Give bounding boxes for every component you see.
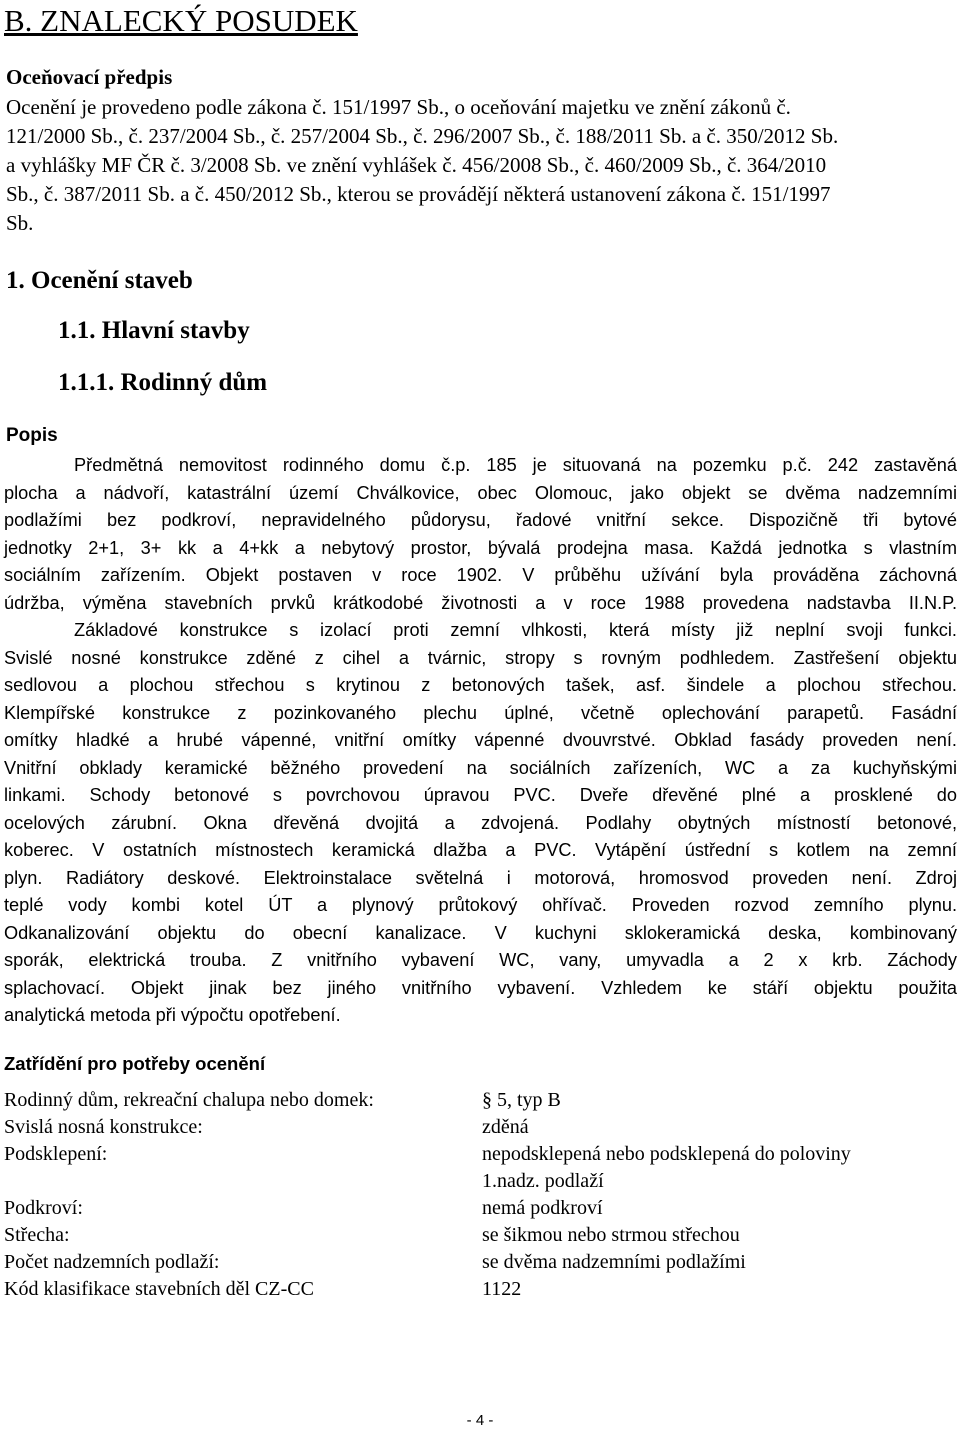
page-number: - 4 - <box>466 1412 494 1429</box>
classification-row <box>4 1087 960 1114</box>
description-line: Klempířské konstrukce z pozinkovaného plechu úplné, včetně oplechování parapetů. Fasádní <box>4 702 957 723</box>
description-line: Základové konstrukce s izolací proti zemní vlhkosti, která místy již neplní svoji funkci. <box>74 620 957 640</box>
description-line: splachovací. Objekt jinak bez jiného vnitřního vybavení. Vzhledem ke stáří objektu použita <box>4 977 957 998</box>
classification-value <box>482 1087 952 1114</box>
classification-key: Rodinný dům, rekreační chalupa nebo domek: <box>4 1089 374 1111</box>
classification-value-line: 1122 <box>482 1278 522 1300</box>
description-line: plocha a nádvoří, katastrální území Chválkovice, obec Olomouc, jako objekt se dvěma nadzemními <box>4 482 957 503</box>
classification-value-line: nemá podkroví <box>482 1197 603 1219</box>
valuation-rule-heading: Oceňovací předpis <box>6 65 173 89</box>
paragraph-line: Ocenění je provedeno podle zákona č. 151/1997 Sb., o oceňování majetku ve znění zákonů č. <box>6 95 791 119</box>
description-line: sedlovou a plochou střechou s krytinou z betonových tašek, asf. šindele a plochou střechou. <box>4 675 957 695</box>
description-line: omítky hladké a hrubé vápenné, vnitřní omítky vápenné dvouvrstvé. Obklad fasády proveden není. <box>4 730 957 750</box>
classification-row <box>4 1249 960 1276</box>
paragraph-line: Sb., č. 387/2011 Sb. a č. 450/2012 Sb., kterou se provádějí některá ustanovení zákona č. 151/1997 <box>6 182 831 206</box>
paragraph-line: Sb. <box>6 211 34 235</box>
description-paragraph <box>4 452 957 1030</box>
valuation-rule-paragraph <box>6 93 956 238</box>
classification-value-line: § 5, typ B <box>482 1089 561 1111</box>
description-line: ocelových zárubní. Okna dřevěná dvojitá a zdvojená. Podlahy obytných místností betonové, <box>4 812 957 833</box>
paragraph-line: 121/2000 Sb., č. 237/2004 Sb., č. 257/2004 Sb., č. 296/2007 Sb., č. 188/2011 Sb. a č. 350/2012 Sb. <box>6 124 839 148</box>
classification-key: Podkroví: <box>4 1197 83 1219</box>
classification-value <box>482 1195 952 1222</box>
description-line: podlažími bez podkroví, nepravidelného půdorysu, řadové vnitřní sekce. Dispozičně tři bytové <box>4 510 957 530</box>
description-line: Odkanalizování objektu do obecní kanalizace. V kuchyni sklokeramická deska, kombinovaný <box>4 922 957 943</box>
classification-key: Počet nadzemních podlaží: <box>4 1251 220 1273</box>
classification-value-line: se šikmou nebo strmou střechou <box>482 1224 740 1246</box>
description-line: jednotky 2+1, 3+ kk a 4+kk a nebytový prostor, bývalá prodejna masa. Každá jednotka s vlastním <box>4 537 957 558</box>
classification-value-line: se dvěma nadzemními podlažími <box>482 1251 746 1273</box>
description-line: teplé vody kombi kotel ÚT a plynový průtokový ohřívač. Proveden rozvod zemního plynu. <box>4 895 957 915</box>
section-heading-1: 1. Ocenění staveb <box>6 267 193 294</box>
description-line: Svislé nosné konstrukce zděné z cihel a tvárnic, stropy s rovným podhledem. Zastřešení objektu <box>4 647 957 668</box>
classification-value <box>482 1114 952 1141</box>
section-heading-1-1: 1.1. Hlavní stavby <box>58 317 250 344</box>
description-line: sociálním zařízením. Objekt postaven v roce 1902. V průběhu užívání byla prováděna záchovná <box>4 565 957 585</box>
classification-value-line: 1.nadz. podlaží <box>482 1170 604 1192</box>
classification-value-line: zděná <box>482 1116 529 1138</box>
classification-row <box>4 1195 960 1222</box>
classification-row <box>4 1222 960 1249</box>
classification-value <box>482 1276 952 1303</box>
description-line: plyn. Radiátory deskové. Elektroinstalace světelná i motorová, hromosvod proveden není. Zdroj <box>4 867 957 888</box>
classification-key: Podsklepení: <box>4 1143 108 1165</box>
classification-row <box>4 1276 960 1303</box>
description-label: Popis <box>6 425 58 446</box>
description-line: linkami. Schody betonové s povrchovou úpravou PVC. Dveře dřevěné plné a prosklené do <box>4 785 957 805</box>
classification-value <box>482 1249 952 1276</box>
classification-value-line: nepodsklepená nebo podsklepená do poloviny <box>482 1143 851 1165</box>
classification-heading: Zatřídění pro potřeby ocenění <box>4 1053 266 1074</box>
description-line: koberec. V ostatních místnostech keramická dlažba a PVC. Vytápění ústřední s kotlem na zemní <box>4 840 957 860</box>
classification-table <box>4 1087 960 1303</box>
description-line: sporák, elektrická trouba. Z vnitřního vybavení WC, vany, umyvadla a 2 x krb. Záchody <box>4 950 957 970</box>
classification-value <box>482 1141 952 1195</box>
paragraph-line: a vyhlášky MF ČR č. 3/2008 Sb. ve znění vyhlášek č. 456/2008 Sb., č. 460/2009 Sb., č. 364/2010 <box>6 153 827 177</box>
description-line: údržba, výměna stavebních prvků krátkodobé životnosti a v roce 1988 provedena nadstavba II.N.P. <box>4 592 957 613</box>
document-title: B. ZNALECKÝ POSUDEK <box>4 3 358 38</box>
classification-key: Střecha: <box>4 1224 70 1246</box>
description-line: Vnitřní obklady keramické běžného provedení na sociálních zařízeních, WC a za kuchyňskými <box>4 757 957 778</box>
classification-row <box>4 1114 960 1141</box>
classification-key: Svislá nosná konstrukce: <box>4 1116 203 1138</box>
classification-key: Kód klasifikace stavebních děl CZ-CC <box>4 1278 314 1300</box>
classification-value <box>482 1222 952 1249</box>
description-line: Předmětná nemovitost rodinného domu č.p. 185 je situovaná na pozemku p.č. 242 zastavěná <box>74 455 957 475</box>
section-heading-1-1-1: 1.1.1. Rodinný dům <box>58 369 268 396</box>
classification-row <box>4 1141 960 1195</box>
description-line: analytická metoda při výpočtu opotřebení. <box>4 1005 341 1025</box>
